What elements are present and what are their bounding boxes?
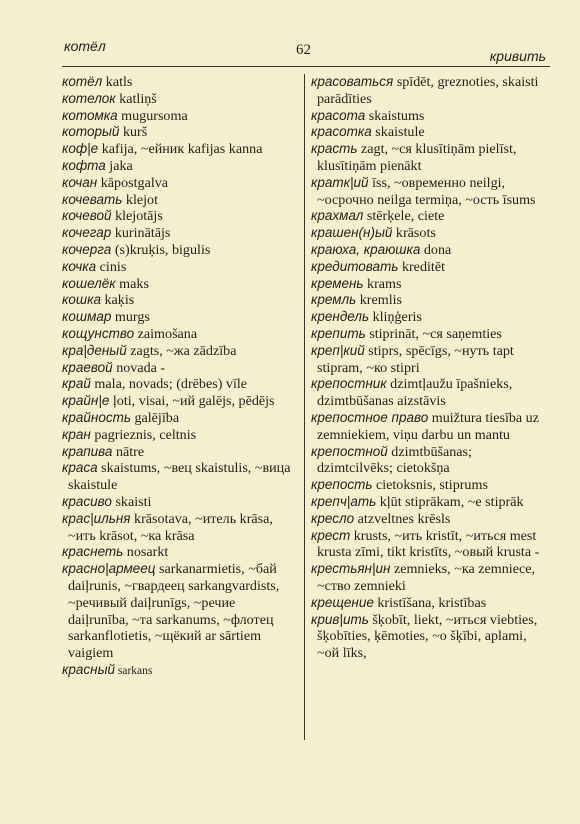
dictionary-entry [62,208,298,225]
dictionary-entry [62,410,298,427]
entry-headword: крест [311,527,351,543]
entry-headword: краюха, краюшка [311,241,421,257]
entry-translation: kurš [119,124,148,141]
entry-headword: крашен(н)ый [311,225,393,241]
entry-translation: stērķele, ciete [363,208,445,225]
entry-translation: skaistums, ~вец skaistulis, ~вица skaistule [68,460,291,494]
entry-headword: крендель [311,309,370,325]
dictionary-entry [62,242,298,259]
entry-headword: крепч|ать [311,493,377,509]
dictionary-entry [62,158,298,175]
dictionary-entry [62,494,298,511]
entry-headword: кочевать [62,191,123,207]
entry-translation: kafija, ~ейник kafijas kanna [98,141,263,158]
entry-headword: кочка [62,258,97,274]
dictionary-entry [62,192,298,209]
dictionary-entry [62,544,298,561]
header-rule [62,66,550,67]
entry-translation: zagts, ~жа zādzība [126,342,237,359]
entry-headword: крас|ильня [62,510,131,526]
dictionary-entry [311,444,551,478]
entry-translation: mala, novads; (drēbes) vīle [90,376,248,393]
dictionary-entry [311,376,551,410]
entry-translation: kļūt stiprākam, ~е stiprāk [376,493,524,510]
entry-headword: красоваться [311,74,394,89]
entry-translation: kremlis [356,292,403,309]
dictionary-entry [62,141,298,158]
entry-headword: кощунство [62,325,135,341]
dictionary-entry [62,343,298,360]
entry-translation: novada - [112,359,166,376]
entry-headword: край [62,376,91,392]
entry-headword: кошка [62,292,101,308]
dictionary-entry [311,410,551,444]
dictionary-entry [62,124,298,141]
entry-translation: jaka [105,157,133,174]
entry-headword: кресло [311,510,355,526]
entry-headword: крестьян|ин [311,561,391,577]
dictionary-entry [62,393,298,410]
dictionary-entry [311,528,551,562]
entry-translation: kliņģeris [369,309,422,326]
entry-translation: šķobīt, liekt, ~иться viebties, šķobīties, ķēmoties, ~о šķībi, aplami, ~ой līks, [317,611,538,662]
entry-translation: krāsotava, ~итель krāsa, ~ить krāsot, ~ка krāsa [68,510,273,544]
entry-headword: крайн|е [62,393,110,409]
dictionary-entry [311,259,551,276]
dictionary-entry [62,74,298,91]
dictionary-entry [311,141,551,175]
entry-translation: katls [102,74,133,90]
dictionary-entry [62,175,298,192]
entry-translation: spīdēt, greznoties, skaisti parādīties [317,74,539,107]
entry-headword: кочерга [62,241,112,257]
entry-headword: крепостное право [311,409,429,425]
entry-headword: коф|е [62,141,99,157]
entry-headword: крапива [62,443,113,459]
entry-headword: кремень [311,275,364,291]
entry-translation: zaimošana [134,325,198,342]
entry-headword: красиво [62,493,112,509]
entry-translation: krusts, ~ить kristīt, ~иться mest krusta zīmi, tikt kristīts, ~овый krusta - [317,527,540,561]
dictionary-entry [311,108,551,125]
entry-headword: крив|ить [311,611,369,627]
entry-headword: краснеть [62,544,124,560]
entry-translation: nosarkt [123,544,169,561]
entry-headword: котомка [62,107,118,123]
entry-translation: skaistule [371,124,425,141]
entry-headword: кочевой [62,208,112,224]
dictionary-entry [311,175,551,209]
entry-headword: кратк|ий [311,174,369,190]
dictionary-entry [311,124,551,141]
dictionary-entry [62,662,298,680]
entry-headword: крайность [62,409,131,425]
entry-translation: dona [420,241,452,258]
entry-headword: кремль [311,292,357,308]
left-column [62,74,298,680]
dictionary-entry [311,511,551,528]
right-column [311,74,551,662]
entry-translation: maks [115,275,149,292]
entry-translation: kreditēt [398,258,445,275]
entry-translation: sarkanarmietis, ~бай daiļrunis, ~гвардеец sarkangvardists, ~речивый daiļrunīgs, ~речие daiļrunība, ~та sarkanums, ~флотец sarkanflotietis, ~щёкий ar sārtiem vaigiem [68,561,280,662]
dictionary-entry [311,326,551,343]
entry-headword: котёл [62,74,103,89]
dictionary-entry [311,612,551,662]
dictionary-entry [62,225,298,242]
entry-translation: krāsots [392,225,436,242]
entry-translation: klejotājs [111,208,163,225]
dictionary-entry [62,511,298,545]
entry-translation: krams [363,275,402,292]
entry-headword: кошмар [62,309,112,325]
dictionary-entry [311,309,551,326]
entry-headword: крахмал [311,208,364,224]
entry-headword: кран [62,426,91,442]
entry-translation: cietoksnis, stiprums [372,477,488,494]
entry-translation: īss, ~овременно neilgi, ~осрочно neilga termiņa, ~ость īsums [317,174,536,208]
entry-translation: kristīšana, kristības [373,594,487,611]
entry-headword: красный [62,661,116,677]
dictionary-entry [62,561,298,662]
entry-headword: кочан [62,174,98,190]
entry-headword: крепость [311,477,373,493]
running-head-left: котёл [64,38,106,54]
dictionary-entry [62,444,298,461]
entry-translation: stiprs, spēcīgs, ~нуть tapt stipram, ~ко stipri [317,342,514,376]
entry-headword: крепить [311,325,366,341]
entry-headword: крещение [311,594,374,610]
entry-headword: который [62,124,120,140]
entry-headword: кофта [62,157,106,173]
page-number: 62 [296,42,311,58]
entry-translation: cinis [96,258,127,275]
column-divider [304,74,305,740]
dictionary-entry [62,360,298,377]
dictionary-entry [62,309,298,326]
entry-translation: mugursoma [117,107,188,124]
entry-headword: котелок [62,90,116,106]
entry-headword: краса [62,460,98,476]
entry-headword: крепостник [311,376,387,392]
entry-headword: кошелёк [62,275,116,291]
entry-translation: (s)kruķis, bigulis [111,241,211,258]
entry-translation: galējība [130,409,180,426]
entry-translation: zemnieks, ~ка zemniece, ~ство zemnieki [317,561,535,594]
dictionary-entry [62,292,298,309]
entry-translation: kurinātājs [111,225,171,242]
dictionary-entry [62,427,298,444]
entry-translation: dzimtbūšanas; dzimtcilvēks; cietokšņa [317,443,472,477]
dictionary-entry [62,91,298,108]
dictionary-entry [311,477,551,494]
entry-translation: atzveltnes krēsls [354,510,451,527]
dictionary-entry [62,326,298,343]
entry-translation: dzimtļaužu īpašnieks, dzimtbūšanas aizstāvis [317,376,513,410]
entry-headword: крепостной [311,443,388,459]
entry-translation: kāpostgalva [97,174,169,191]
dictionary-entry [311,292,551,309]
entry-translation: kaķis [100,292,135,309]
entry-headword: кочегар [62,225,112,241]
entry-translation: klejot [122,191,158,208]
entry-translation: nātre [112,443,145,460]
dictionary-entry [311,74,551,108]
entry-translation: stiprināt, ~ся saņemties [365,325,502,342]
entry-headword: кредитовать [311,258,399,274]
dictionary-entry [62,376,298,393]
entry-headword: краевой [62,359,113,375]
dictionary-entry [311,242,551,259]
dictionary-entry [62,460,298,494]
entry-translation: skaisti [111,493,152,510]
entry-translation: muižtura tiesība uz zemniekiem, viņu darbu un mantu [317,409,539,443]
entry-headword: красно|армеец [62,561,156,577]
running-head-right: кривить [489,48,546,64]
entry-translation: skaistums [365,107,425,124]
entry-translation: pagrieznis, celtnis [90,426,197,443]
dictionary-entry [311,595,551,612]
entry-headword: креп|кий [311,342,365,358]
entry-translation: sarkans [115,664,153,677]
dictionary-entry [311,225,551,242]
dictionary-entry [62,259,298,276]
dictionary-entry [62,276,298,293]
entry-translation: ļoti, visai, ~ий galējs, pēdējs [109,393,275,410]
dictionary-entry [311,208,551,225]
entry-headword: красотка [311,124,372,140]
entry-headword: красть [311,141,358,157]
entry-translation: murgs [111,309,150,326]
entry-translation: zagt, ~ся klusītiņām pielīst, klusītiņām pienākt [317,141,517,174]
dictionary-entry [311,343,551,377]
entry-headword: кра|деный [62,342,127,358]
dictionary-entry [311,494,551,511]
dictionary-entry [311,276,551,293]
dictionary-entry [311,561,551,595]
dictionary-entry [62,108,298,125]
entry-translation: katliņš [115,90,157,107]
entry-headword: красота [311,107,366,123]
